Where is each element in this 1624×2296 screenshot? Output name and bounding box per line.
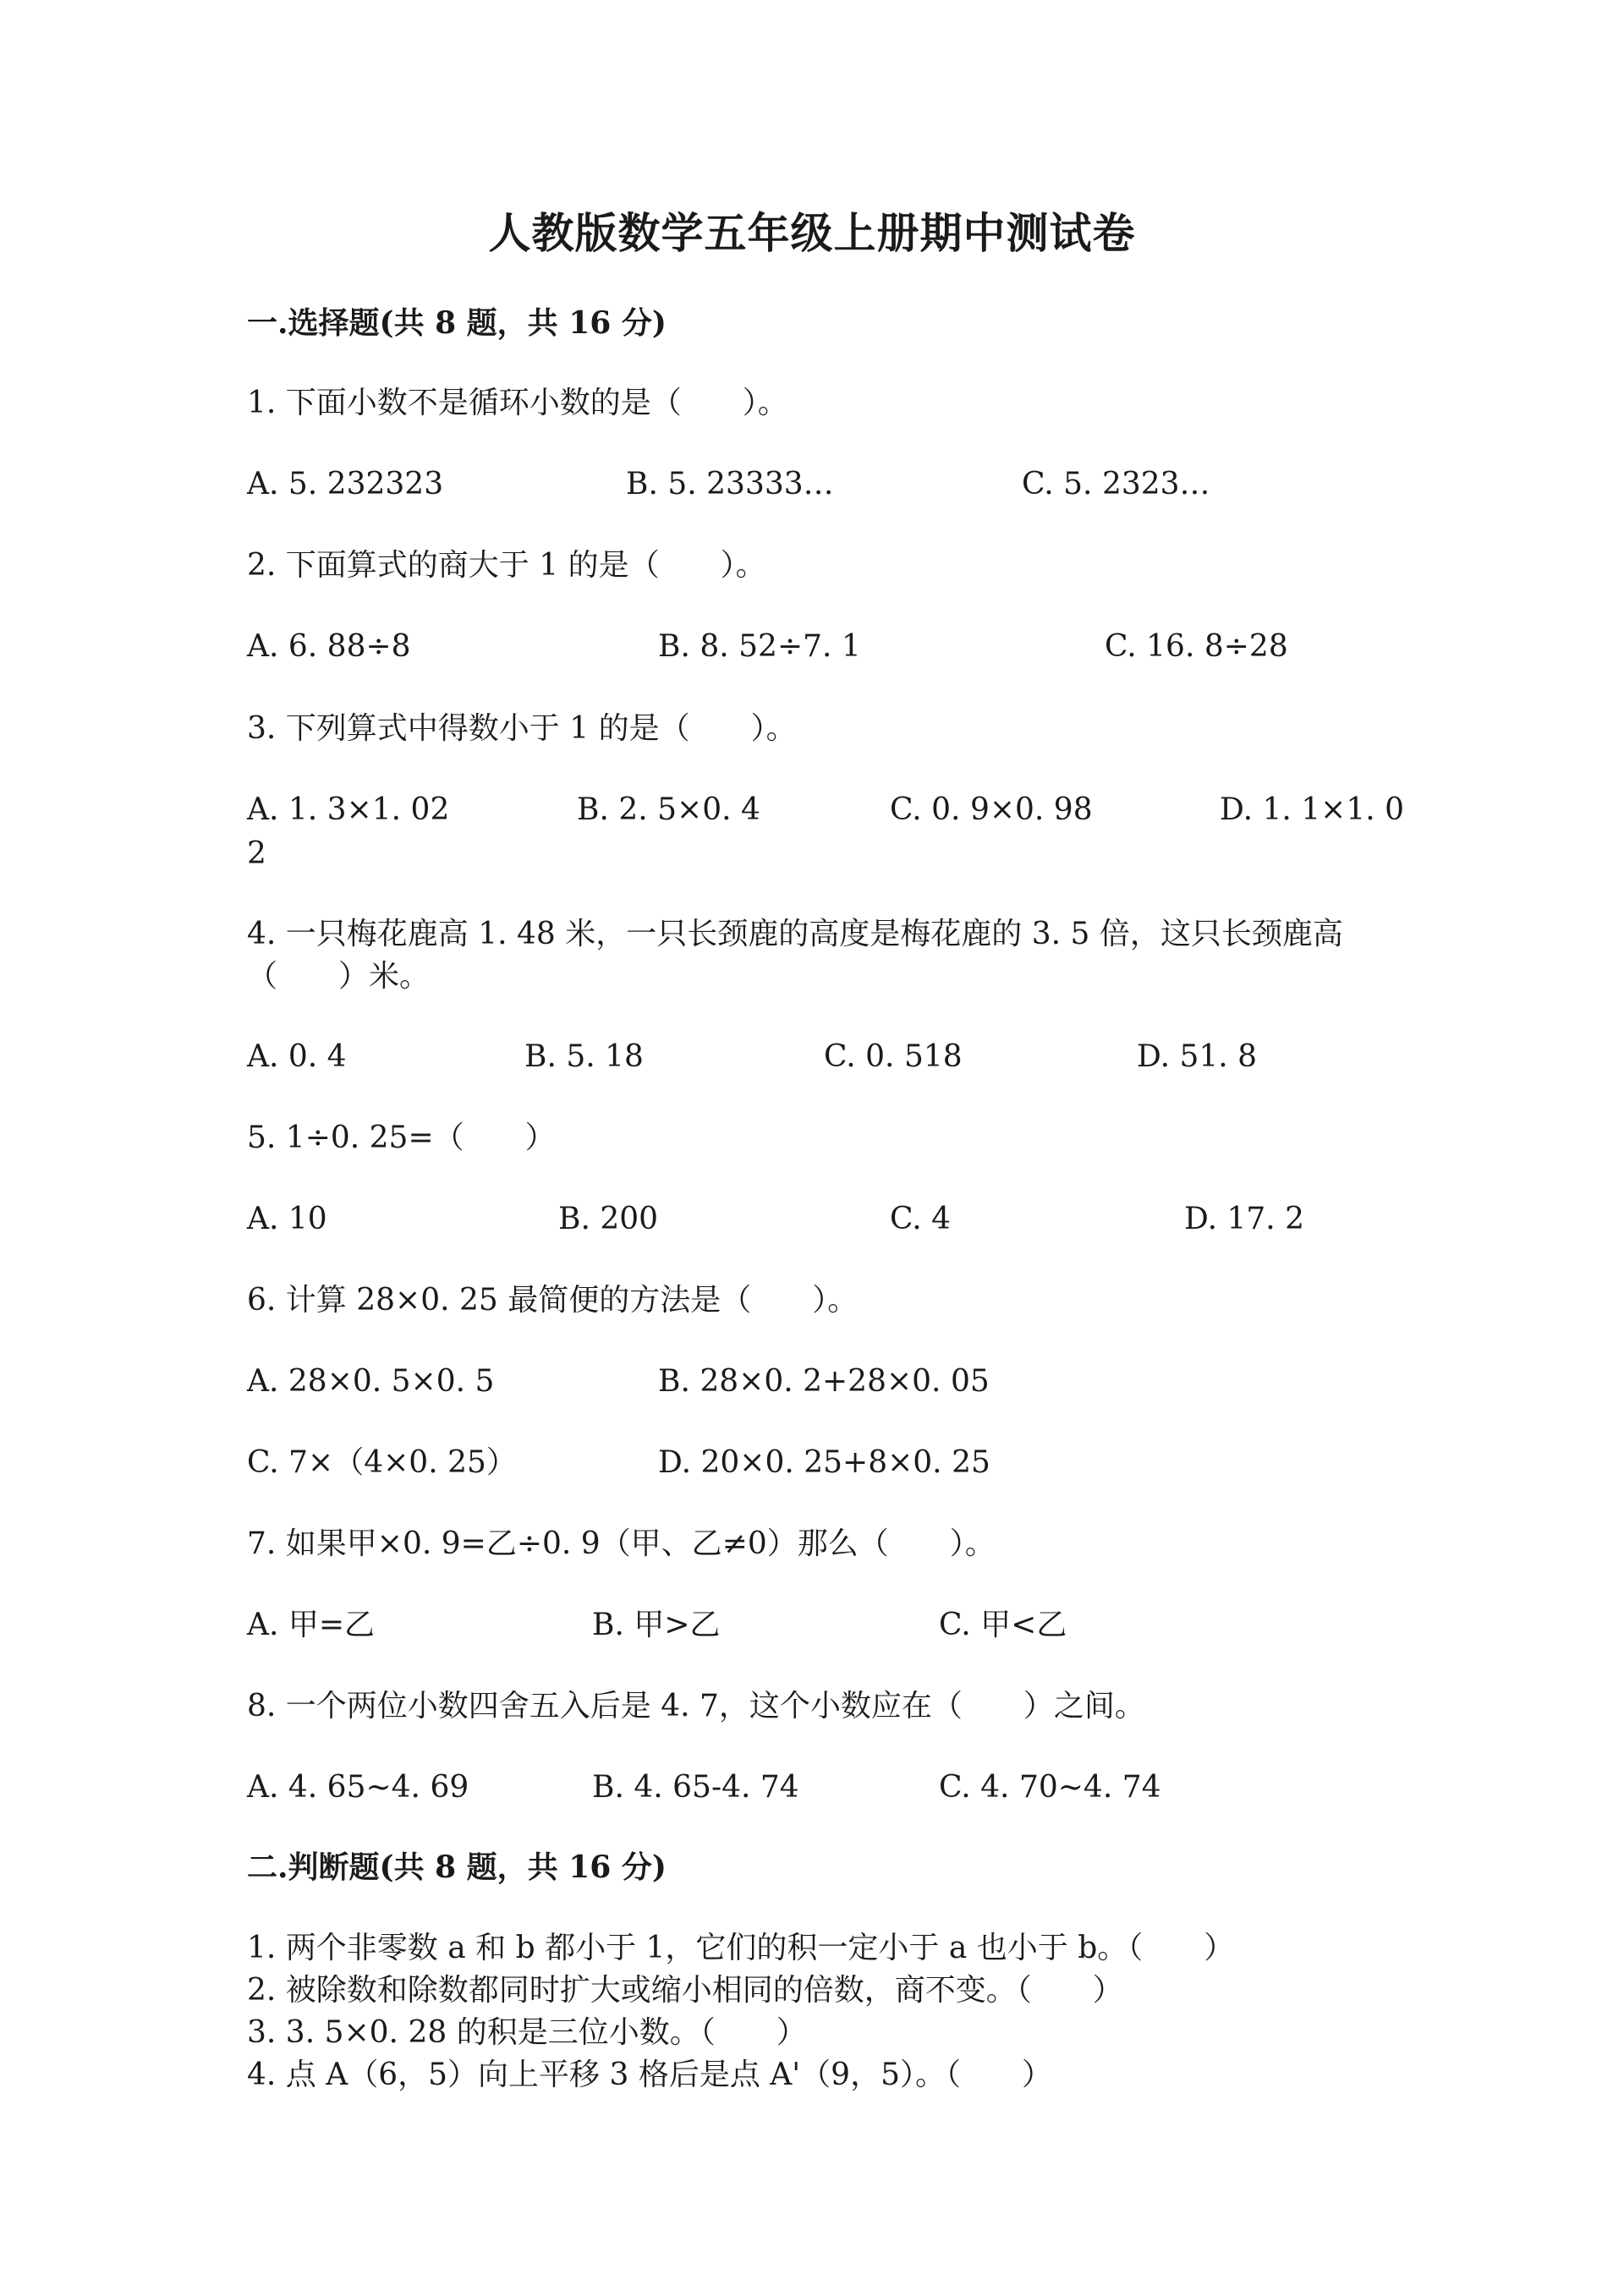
question-1-option-b: B. 5. 23333… — [626, 467, 834, 501]
question-6-stem: 6. 计算 28×0. 25 最简便的方法是（ ）。 — [247, 1283, 859, 1318]
question-7-option-b: B. 甲>乙 — [592, 1608, 721, 1642]
question-6-option-c: C. 7×（4×0. 25） — [247, 1445, 517, 1480]
question-5-option-a: A. 10 — [247, 1202, 327, 1236]
question-8-option-c: C. 4. 70~4. 74 — [939, 1770, 1161, 1805]
question-2-option-a: A. 6. 88÷8 — [247, 629, 411, 664]
question-6-option-a: A. 28×0. 5×0. 5 — [247, 1364, 495, 1399]
judgment-item-1: 1. 两个非零数 a 和 b 都小于 1，它们的积一定小于 a 也小于 b。（ ） — [247, 1931, 1235, 1965]
question-8-option-a: A. 4. 65~4. 69 — [247, 1770, 469, 1805]
question-3-option-d: D. 1. 1×1. 0 — [1220, 792, 1405, 827]
question-6-option-d: D. 20×0. 25+8×0. 25 — [658, 1445, 990, 1480]
question-1-stem: 1. 下面小数不是循环小数的是（ ）。 — [247, 386, 788, 420]
section-heading-choice: 一.选择题(共 8 题，共 16 分) — [247, 305, 667, 341]
section-heading-judgment: 二.判断题(共 8 题，共 16 分) — [247, 1849, 667, 1885]
question-4-option-a: A. 0. 4 — [247, 1039, 347, 1074]
question-2-stem: 2. 下面算式的商大于 1 的是（ ）。 — [247, 548, 766, 583]
question-7-option-a: A. 甲=乙 — [247, 1608, 376, 1642]
judgment-item-2: 2. 被除数和除数都同时扩大或缩小相同的倍数，商不变。（ ） — [247, 1973, 1123, 2008]
question-2-option-c: C. 16. 8÷28 — [1105, 629, 1288, 664]
judgment-item-3: 3. 3. 5×0. 28 的积是三位小数。（ ） — [247, 2015, 807, 2050]
question-3-option-c: C. 0. 9×0. 98 — [890, 792, 1093, 827]
question-8-stem: 8. 一个两位小数四舍五入后是 4. 7，这个小数应在（ ）之间。 — [247, 1689, 1145, 1723]
question-4-option-b: B. 5. 18 — [524, 1039, 644, 1074]
question-4-option-c: C. 0. 518 — [824, 1039, 963, 1074]
question-1-option-c: C. 5. 2323… — [1022, 467, 1210, 501]
question-3-option-b: B. 2. 5×0. 4 — [577, 792, 760, 827]
question-7-stem: 7. 如果甲×0. 9=乙÷0. 9（甲、乙≠0）那么（ ）。 — [247, 1526, 996, 1561]
question-5-stem: 5. 1÷0. 25=（ ） — [247, 1121, 556, 1155]
question-1-option-a: A. 5. 232323 — [247, 467, 444, 501]
question-4-option-d: D. 51. 8 — [1137, 1039, 1258, 1074]
question-8-option-b: B. 4. 65-4. 74 — [592, 1770, 799, 1805]
question-3-option-a: A. 1. 3×1. 02 — [247, 792, 450, 827]
question-6-option-b: B. 28×0. 2+28×0. 05 — [658, 1364, 990, 1399]
question-3-option-d-wrap: 2 — [247, 836, 266, 871]
question-3-stem: 3. 下列算式中得数小于 1 的是（ ）。 — [247, 711, 797, 746]
question-5-option-d: D. 17. 2 — [1184, 1202, 1305, 1236]
question-4-stem: 4. 一只梅花鹿高 1. 48 米，一只长颈鹿的高度是梅花鹿的 3. 5 倍，这只长颈鹿高（ ）米。 — [247, 917, 1343, 994]
question-5-option-c: C. 4 — [890, 1202, 952, 1236]
question-7-option-c: C. 甲<乙 — [939, 1608, 1067, 1642]
judgment-item-4: 4. 点 A（6，5）向上平移 3 格后是点 A'（9，5）。（ ） — [247, 2058, 1052, 2092]
question-5-option-b: B. 200 — [558, 1202, 659, 1236]
exam-title: 人教版数学五年级上册期中测试卷 — [488, 208, 1136, 258]
question-2-option-b: B. 8. 52÷7. 1 — [658, 629, 861, 664]
